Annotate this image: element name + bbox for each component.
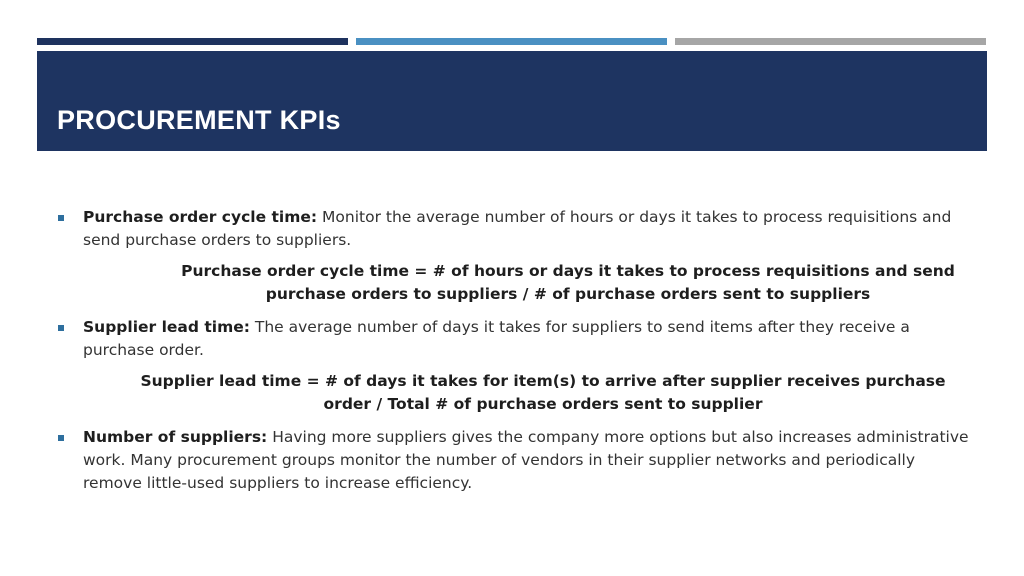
formula-line: purchase orders to suppliers / # of purchase orders sent to suppliers [265, 285, 871, 303]
bullet-square-icon [58, 435, 64, 441]
bullet-text: Monitor the average number of hours or days it takes to process requisitions and send purchase orders to suppliers. [83, 208, 952, 249]
accent-bar-dark [37, 38, 348, 45]
bullet-item-number-of-suppliers [58, 426, 978, 495]
bullet-term: Number of suppliers: [83, 428, 268, 446]
formula-po-cycle-time [158, 260, 978, 306]
formula-supplier-lead-time [108, 370, 978, 416]
bullet-term: Supplier lead time: [83, 318, 250, 336]
bullet-square-icon [58, 325, 64, 331]
formula-line: Purchase order cycle time = # of hours or days it takes to process requisitions and send [181, 262, 955, 280]
bullet-text: The average number of days it takes for suppliers to send items after they receive a purchase order. [83, 318, 910, 359]
accent-bar-gray [675, 38, 986, 45]
slide-content [58, 206, 978, 495]
bullet-text: Having more suppliers gives the company more options but also increases administrative work. Many procurement groups monitor the number of vendors in their supplier networks and periodically remove little-used suppliers to increase efficiency. [83, 428, 969, 492]
formula-line: order / Total # of purchase orders sent to supplier [323, 395, 763, 413]
bullet-item-supplier-lead-time [58, 316, 978, 362]
bullet-term: Purchase order cycle time: [83, 208, 318, 226]
bullet-item-po-cycle-time [58, 206, 978, 252]
formula-line: Supplier lead time = # of days it takes for item(s) to arrive after supplier receives purchase [140, 372, 946, 390]
title-band [37, 51, 987, 151]
accent-bar-blue [356, 38, 667, 45]
bullet-square-icon [58, 215, 64, 221]
slide-title: PROCUREMENT KPIs [57, 105, 341, 135]
